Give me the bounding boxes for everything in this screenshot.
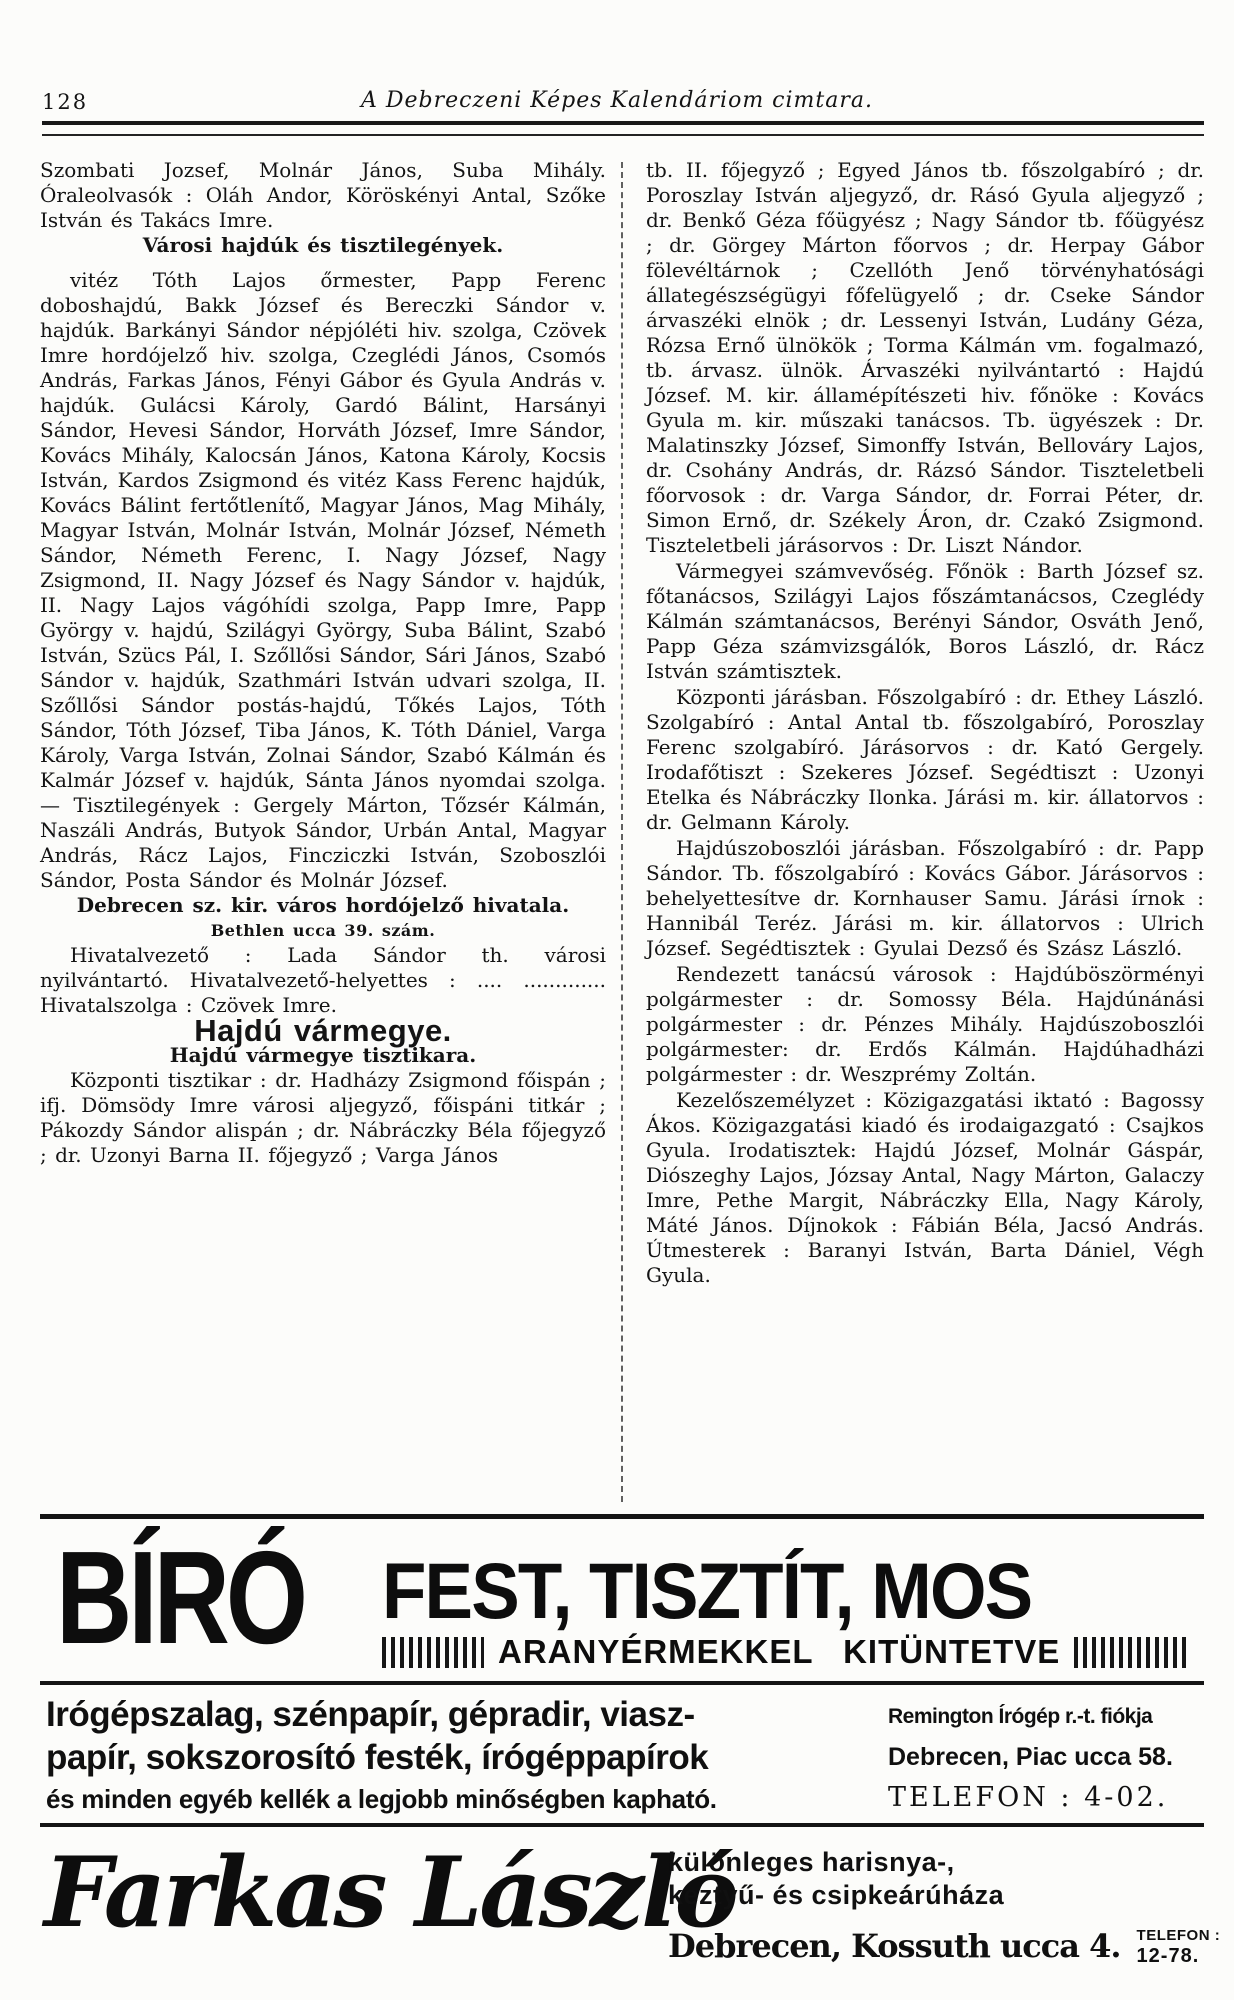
chapter-heading-hajdu-varmegye: Hajdú vármegye. [194, 1013, 452, 1048]
address-line-bethlen: Bethlen ucca 39. szám. [210, 921, 436, 940]
right-column [646, 158, 1204, 1288]
ad-remington-telefon: TELEFON : 4-02. [888, 1782, 1169, 1813]
ad-farkas-brand: Farkas László [44, 1836, 736, 1949]
stripe-bar-right [1074, 1637, 1186, 1668]
paragraph-kozponti-jaras: Központi járásban. Főszolgabíró : dr. Ethey László. Szolgabíró : Antal Antal tb. főszolgabíró, Poroszlay Ferenc szolgabíró. Járásorvos : dr. Kató Gergely. Irodafőtiszt : Szekeres József. Segédtiszt : Uzonyi Etelka és Nábráczky Ilonka. Járási m. kir. állatorvos : dr. Gelmann Károly. [646, 685, 1204, 834]
ad-remington-address: Debrecen, Piac ucca 58. [888, 1743, 1173, 1771]
ad-biro-headline: FEST, TISZTÍT, MOS [382, 1546, 1032, 1635]
ad-biro-brand: BÍRÓ [56, 1524, 304, 1671]
paragraph-hordojelzo-staff: Hivatalvezető : Lada Sándor th. városi nyilvántartó. Hivatalvezető-helyettes : .... ............. Hivatalszolga : Czövek Imre. [40, 943, 606, 1017]
ad-farkas-line1: különleges harisnya-, [668, 1847, 955, 1877]
ad-remington-offer [46, 1693, 882, 1819]
section-rule-top [40, 1514, 1204, 1519]
paragraph-kezeloszemelyzet: Kezelőszemélyzet : Közigazgatási iktató : Bagossy Ákos. Közigazgatási kiadó és irodaigazgató : Csajkos Gyula. Irodatisztek: Hajdú József, Molnár Gáspár, Diószeghy Lajos, Józsay Antal, Nagy Márton, Galaczy Imre, Pethe Margit, Nábráczky Ella, Nagy Károly, Máté János. Díjnokok : Fábián Béla, Jacsó András. Útmesterek : Baranyi István, Barta Dániel, Végh Gyula. [646, 1088, 1204, 1287]
paragraph-hajduk-list: vitéz Tóth Lajos őrmester, Papp Ferenc doboshajdú, Bakk József és Bereczki Sándor v. hajdúk. Barkányi Sándor népjóléti hiv. szolga, Czövek Imre hordójelző hiv. szolga, Czeglédi János, Csomós András, Farkas János, Fényi Gábor és Gyula András v. hajdúk. Gulácsi Károly, Gardó Bálint, Harsányi Sándor, Hevesi Sándor, Horváth József, Imre Sándor, Kovács Mihály, Kalocsán János, Katona Károly, Kocsis István, Kardos Zsigmond és vitéz Kass Ferenc hajdúk, Kovács Bálint fertőtlenítő, Magyar János, Mag Mihály, Magyar István, Molnár István, Molnár József, Németh Sándor, Németh Ferenc, I. Nagy József, Nagy Zsigmond, II. Nagy József és Nagy Sándor v. hajdúk, II. Nagy Lajos vágóhídi szolga, Papp Imre, Papp György v. hajdú, Szilágyi György, Suba Bálint, Szabó István, Szücs Pál, I. Szőllősi Sándor, Sári János, Szabó Sándor v. hajdúk, Szathmári István udvari szolga, II. Szőllősi Sándor postás-hajdú, Tőkés Lajos, Tóth Sándor, Tóth József, Tiba János, K. Tóth Dániel, Varga Károly, Varga István, Zolnai Sándor, Szabó Kálmán és Kalmár József v. hajdúk, Sánta János nyomdai szolga. — Tisztilegények : Gergely Márton, Tőzsér Kálmán, Naszáli András, Butyok Sándor, Urbán Antal, Magyar András, Rácz Lajos, Fincziczki István, Szoboszlói Sándor, Posta Sándor és Molnár József. [40, 268, 606, 892]
header-double-rule [42, 121, 1204, 136]
ad-farkas-details [668, 1846, 1220, 1967]
ad-remington-company: Remington Írógép r.-t. fiókja [888, 1705, 1153, 1728]
ad-remington-contact [888, 1697, 1208, 1819]
paragraph-kozponti-tisztikar: Központi tisztikar : dr. Hadházy Zsigmond főispán ; ifj. Dömsödy Imre városi aljegyző, főispáni titkár ; Pákozdy Sándor alispán ; dr. Nábráczky Béla főjegyző ; dr. Uzonyi Barna II. főjegyző ; Varga János [40, 1068, 606, 1167]
paragraph-szoboszloi-jaras: Hajdúszoboszlói járásban. Főszolgabíró : dr. Papp Sándor. Tb. főszolgabíró : Kovács Gábor. Járásorvos : behelyettesítve dr. Kornhauser Samu. Járási írnok : Hannibál Teréz. Járási m. kir. állatorvos : Ulrich József. Segédtisztek : Gyulai Dezső és Szász László. [646, 836, 1204, 960]
ad-biro-badge-row [382, 1633, 1186, 1671]
paragraph-szamvevoseg: Vármegyei számvevőség. Főnök : Barth József sz. főtanácsos, Szilágyi Lajos főszámtanácsos, Czeglédy Kálmán számtanácsos, Berényi Sándor, Osváth Jenő, Papp Géza számvizsgálók, Boros László, dr. Rácz István számtisztek. [646, 559, 1204, 683]
paragraph-tisztikar-continuation: tb. II. főjegyző ; Egyed János tb. főszolgabíró ; dr. Poroszlay István aljegyző, dr. Rásó Gyula aljegyző ; dr. Benkő Géza főügyész ; Nagy Sándor tb. főügyész ; dr. Görgey Márton főorvos ; dr. Herpay Gábor fölevéltárnok ; Czellóth Jenő törvényhatósági állategészségügyi főfelügyelő ; dr. Cseke Sándor árvaszéki elnök ; dr. Lessenyi István, Ludány Géza, Rózsa Ernő ülnökök ; Torma Kálmán vm. fogalmazó, tb. árvasz. ülnök. Árvaszéki nyilvántartó : Hajdú József. M. kir. államépítészeti hiv. főnöke : Kovács Gyula m. kir. műszaki tanácsos. Tb. ügyészek : Dr. Malatinszky József, Simonffy István, Bellováry Lajos, dr. Csohány András, dr. Rázsó Sándor. Tiszteletbeli főorvosok : dr. Varga Sándor, dr. Forrai Péter, dr. Simon Ernő, dr. Székely Áron, dr. Czakó Zsigmond. Tiszteletbeli járásorvos : Dr. Liszt Nándor. [646, 158, 1204, 557]
ad-farkas-telefon-label: TELEFON : [1136, 1927, 1221, 1944]
section-heading-hordojelzo: Debrecen sz. kir. város hordójelző hivatala. [76, 893, 570, 917]
section-rule-middle [40, 1681, 1204, 1685]
paragraph-rendezett-varosok: Rendezett tanácsú városok : Hajdúböszörményi polgármester : dr. Somossy Béla. Hajdúnánási polgármester : dr. Pénzes Mihály. Hajdúszoboszlói polgármester: dr. Erdős Kálmán. Hajdúhadházi polgármester : dr. Weszprémy Zoltán. [646, 962, 1204, 1086]
column-divider-line [621, 162, 623, 1502]
ad-farkas-address-row [668, 1926, 1220, 1967]
page-number: 128 [42, 90, 89, 114]
ad-remington-line1: Irógépszalag, szénpapír, gépradir, viasz- [46, 1695, 695, 1734]
section-rule-bottom [40, 1823, 1204, 1827]
ad-farkas-address: Debrecen, Kossuth ucca 4. [668, 1927, 1121, 1965]
subheading-tisztikara: Hajdú vármegye tisztikara. [169, 1043, 477, 1067]
running-title: A Debreczeni Képes Kalendáriom cimtara. [361, 88, 873, 113]
ad-farkas-line2: keztyű- és csipkeárúháza [668, 1880, 1005, 1910]
section-heading-varosi-hajduk: Városi hajdúk és tisztilegények. [142, 233, 504, 257]
paragraph-continuation: Szombati Jozsef, Molnár János, Suba Mihály. Óraleolvasók : Oláh Andor, Köröskényi Antal, Szőke István és Takács Imre. [40, 158, 606, 232]
ad-farkas-telefon-number: 12-78. [1136, 1944, 1200, 1967]
ad-remington-line3: és minden egyéb kellék a legjobb minőségben kapható. [46, 1784, 717, 1814]
left-column [40, 158, 606, 1168]
ad-farkas-telefon-block [1137, 1926, 1221, 1967]
ad-remington-line2: papír, sokszorosító festék, írógéppapírok [46, 1738, 709, 1777]
ad-biro-badge-text: ARANYÉRMEKKEL KITÜNTETVE [498, 1633, 1061, 1670]
stripe-bar-left [382, 1637, 484, 1668]
